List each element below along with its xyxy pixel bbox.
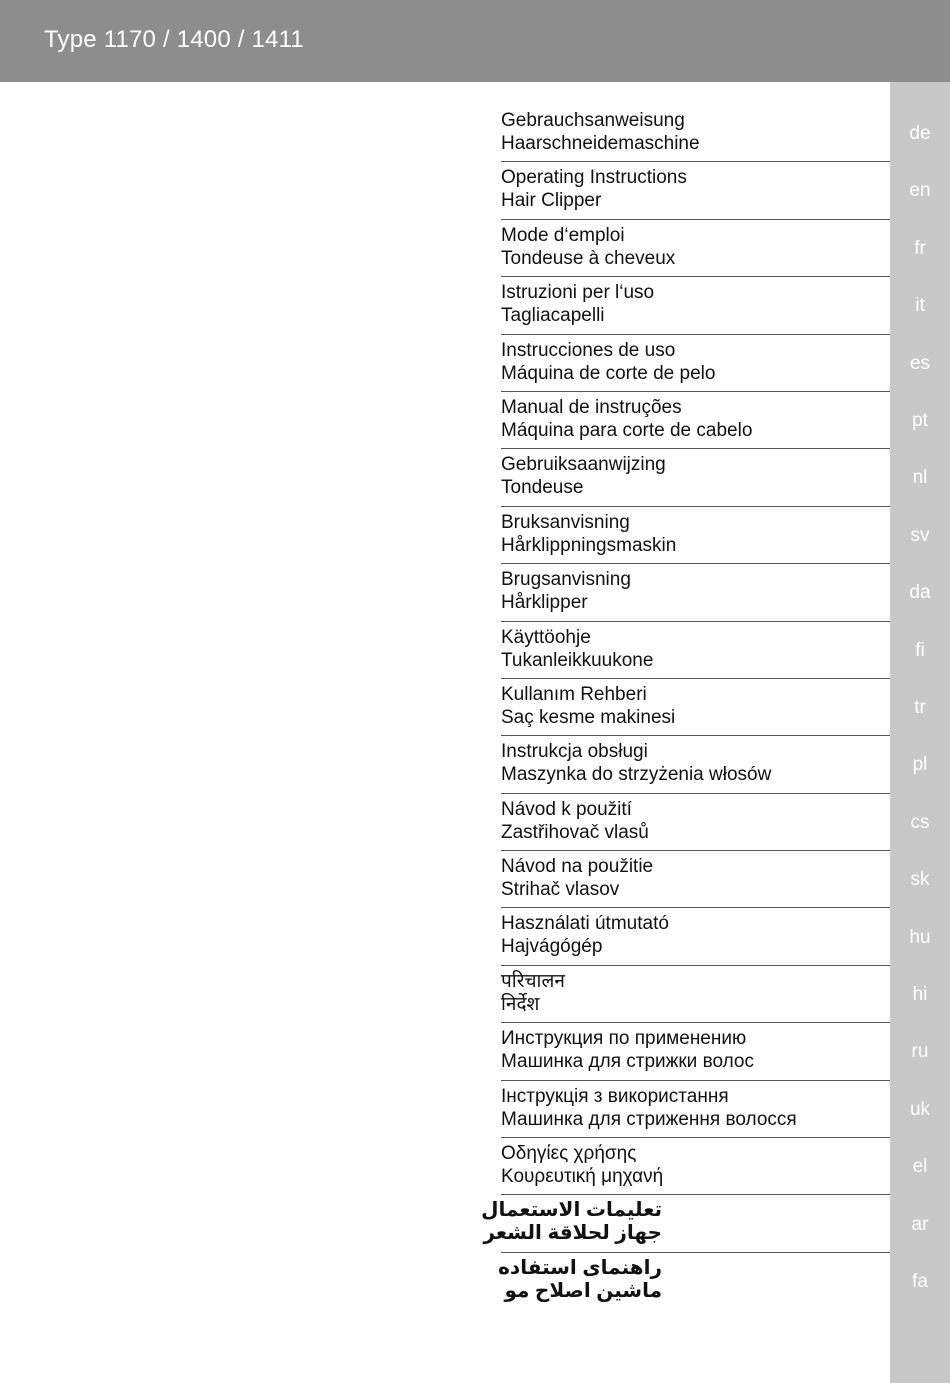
language-code-fi: fi (915, 639, 925, 661)
manual-title: Οδηγίες χρήσης (501, 1143, 637, 1165)
manual-title: Brugsanvisning (501, 569, 631, 591)
product-name: Hårklipper (501, 592, 588, 614)
language-code-fr: fr (914, 237, 926, 259)
language-code-fa: fa (912, 1271, 928, 1292)
manual-title: Manual de instruções (501, 396, 682, 418)
manual-title: Instrucciones de uso (501, 339, 676, 361)
language-entry-el (501, 1138, 890, 1195)
language-code-sk: sk (910, 869, 930, 891)
language-code-de: de (909, 123, 931, 144)
language-entry-sv (501, 507, 890, 564)
language-code-pl: pl (912, 754, 928, 776)
language-entry-ru (501, 1023, 890, 1080)
product-name: Машинка для стриження волосся (501, 1108, 797, 1130)
product-name: Tagliacapelli (501, 305, 605, 327)
language-code-pt: pt (912, 410, 928, 431)
language-entry-es (501, 335, 890, 392)
language-entry-pt (501, 392, 890, 449)
language-entry-en (501, 162, 890, 219)
manual-title: تعليمات الاستعمال (481, 1199, 662, 1222)
manual-title: Gebruiksaanwijzing (501, 454, 666, 476)
language-entry-tr (501, 679, 890, 736)
model-type-title: Type 1170 / 1400 / 1411 (44, 26, 304, 53)
product-name: Zastřihovač vlasů (501, 821, 649, 843)
language-entry-de (501, 105, 890, 162)
product-name: Máquina de corte de pelo (501, 362, 716, 384)
language-entry-it (501, 277, 890, 334)
manual-title: Návod na použitie (501, 856, 654, 878)
manual-title: Használati útmutató (501, 913, 669, 935)
language-list (481, 105, 890, 1310)
language-code-tr: tr (914, 697, 926, 718)
language-entry-hu (501, 908, 890, 965)
language-entry-pl (501, 736, 890, 793)
product-name: Hårklippningsmaskin (501, 534, 677, 556)
language-entry-da (501, 564, 890, 621)
header-bar (0, 0, 950, 82)
manual-title: راهنمای استفاده (498, 1256, 662, 1279)
language-entry-cs (501, 794, 890, 851)
language-code-sv: sv (910, 524, 930, 546)
manual-title: Інструкція з використання (501, 1085, 729, 1107)
product-name: Машинка для стрижки волос (501, 1051, 754, 1073)
language-code-ar: ar (911, 1213, 929, 1235)
product-name: Tondeuse à cheveux (501, 247, 676, 269)
product-name: Hair Clipper (501, 190, 602, 212)
language-entry-fa (498, 1253, 890, 1310)
language-code-es: es (909, 352, 931, 374)
product-name: Tukanleikkuukone (501, 649, 654, 671)
language-code-it: it (915, 295, 925, 317)
product-name: Κουρευτική μηχανή (501, 1166, 664, 1188)
language-code-hi: hi (912, 984, 928, 1005)
product-name: Haarschneidemaschine (501, 133, 700, 154)
language-code-nl: nl (912, 467, 928, 489)
manual-title: Käyttöohje (501, 626, 591, 648)
product-name: Máquina para corte de cabelo (501, 419, 753, 441)
product-name: Maszynka do strzyżenia włosów (501, 764, 772, 786)
product-name: Hajvágógép (501, 936, 603, 958)
product-name: جهاز لحلاقة الشعر (483, 1222, 662, 1245)
product-name: निर्देश (501, 993, 540, 1015)
manual-title: Instrukcja obsługi (501, 741, 648, 763)
manual-title: Bruksanvisning (501, 511, 630, 533)
product-name: Saç kesme makinesi (501, 706, 676, 728)
product-name: Strihač vlasov (501, 879, 620, 901)
manual-title: Gebrauchsanweisung (501, 110, 685, 131)
product-name: ماشین اصلاح مو (504, 1279, 662, 1302)
language-entry-fr (501, 220, 890, 277)
language-code-sidebar (890, 82, 950, 1383)
manual-title: Инструкция по применению (501, 1028, 747, 1050)
language-entry-uk (501, 1081, 890, 1138)
language-entry-ar (481, 1195, 890, 1252)
manual-title: Operating Instructions (501, 167, 687, 189)
language-entry-sk (501, 851, 890, 908)
manual-title: Mode d‘emploi (501, 224, 625, 246)
manual-title: Návod k použití (501, 798, 632, 820)
language-code-da: da (909, 582, 931, 604)
language-code-en: en (909, 180, 931, 202)
language-entry-hi (501, 966, 890, 1023)
language-code-el: el (912, 1156, 928, 1178)
manual-title: Kullanım Rehberi (501, 683, 647, 705)
language-code-hu: hu (909, 926, 931, 948)
language-entry-fi (501, 622, 890, 679)
product-name: Tondeuse (501, 477, 584, 499)
manual-title: Istruzioni per l‘uso (501, 282, 655, 304)
language-entry-nl (501, 449, 890, 506)
manual-title: परिचालन (501, 970, 565, 992)
language-code-ru: ru (911, 1041, 929, 1063)
language-code-cs: cs (910, 811, 930, 833)
language-code-uk: uk (909, 1098, 931, 1120)
